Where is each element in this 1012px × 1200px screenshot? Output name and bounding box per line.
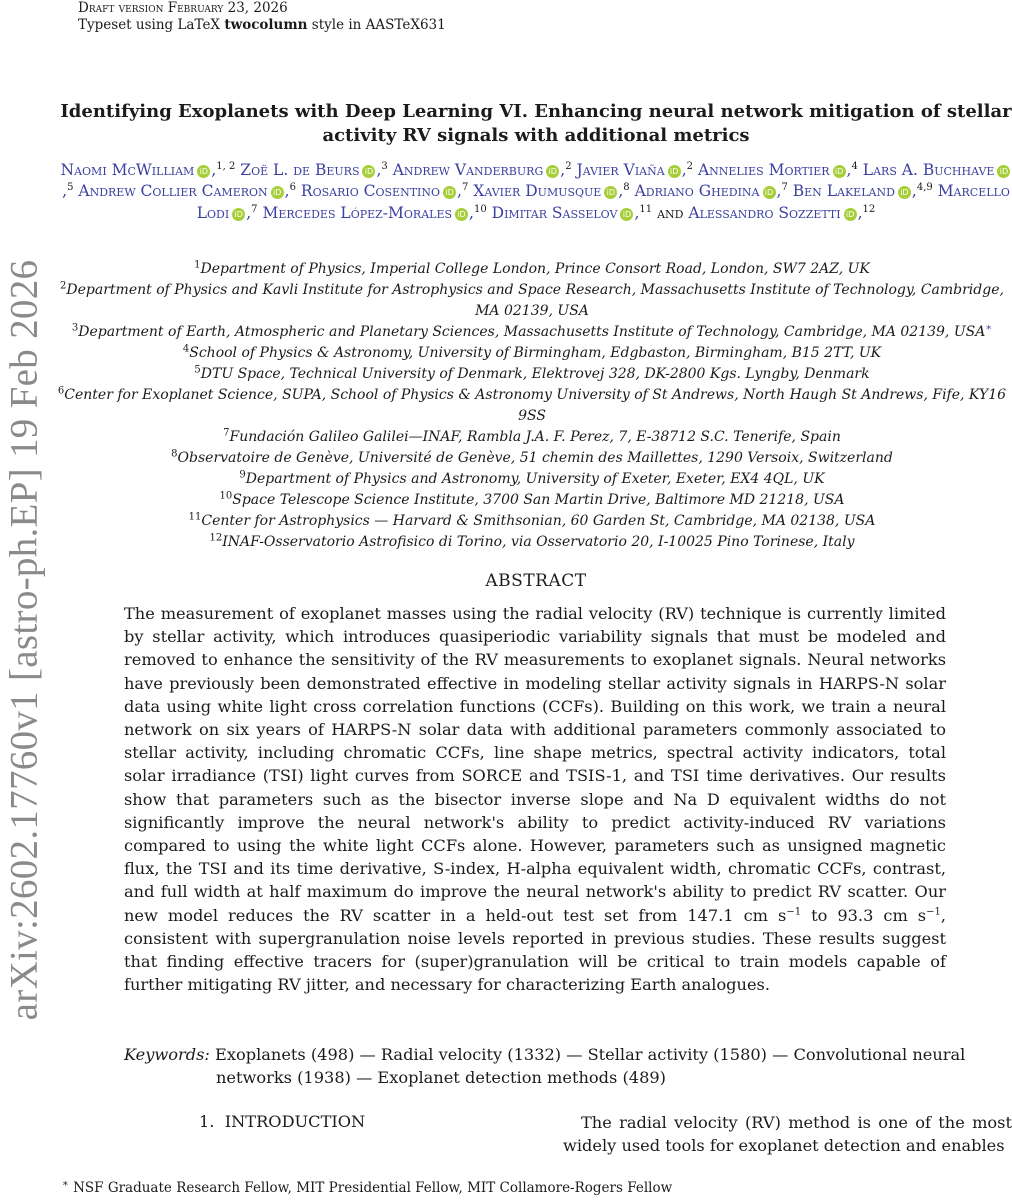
affiliation-number: 7 [223, 427, 230, 439]
author-name[interactable]: Adriano Ghedina [634, 182, 760, 201]
author[interactable]: Xavier Dumusque iD ,$^8$ [473, 182, 630, 201]
affiliation [52, 511, 1012, 532]
footnote-text: NSF Graduate Research Fellow, MIT Presidential Fellow, MIT Collamore-Rogers Fellow [73, 1180, 673, 1196]
affiliation-list [52, 259, 1012, 553]
orcid-icon[interactable]: iD [232, 208, 245, 221]
author-affiliation-number: 7 [781, 182, 788, 194]
orcid-icon[interactable]: iD [997, 165, 1010, 178]
author-name[interactable]: Zoë L. de Beurs [240, 161, 360, 179]
abstract-text-before: The measurement of exoplanet masses using the radial velocity (RV) technique is currently limited by stellar activity, which introduces quasiperiodic variability signals that must be modeled and removed to enhance the sensitivity of the RV measurements to exoplanet signals. Neural networks have previously been demonstrated effective in modeling stellar activity signals in HARPS-N solar data using white light cross correlation functions (CCFs). Building on this work, we train a neural network on six years of HARPS-N solar data with additional parameters commonly associated to stellar activity, including chromatic CCFs, line shape metrics, spectral activity indicators, total solar irradiance (TSI) light curves from SORCE and TSIS-1, and TSI time derivatives. Our results show that parameters such as the bisector inverse slope and Na D equivalent widths do not significantly improve the neural network's ability to predict activity-induced RV variations compared to using the white light CCFs alone. However, parameters such as unsigned magnetic flux, the TSI and its time derivative, S-index, H-alpha equivalent width, chromatic CCFs, contrast, and full width at half maximum do improve the neural network's ability to predict RV scatter. Our new model reduces the RV scatter in a held-out test set from [124, 604, 946, 925]
author-name[interactable]: Naomi McWilliam [60, 161, 195, 179]
author[interactable]: Lars A. Buchhave iD,$^5$ [62, 161, 1011, 200]
orcid-icon[interactable]: iD [668, 165, 681, 178]
author[interactable]: Annelies Mortier iD ,$^4$ [697, 160, 858, 179]
abstract-heading: ABSTRACT [485, 571, 587, 591]
author-name[interactable]: Ben Lakeland [792, 182, 895, 201]
author-affiliation-number: 8 [623, 182, 630, 194]
author[interactable]: Andrew Collier Cameron iD ,$^6$ [78, 182, 296, 201]
author-affiliation-number: 7 [461, 182, 469, 194]
title-line-2: activity RV signals with additional metrics [322, 125, 750, 146]
affiliation-number: 9 [239, 469, 246, 481]
affiliation-text: School of Physics & Astronomy, University of Birmingham, Edgbaston, Birmingham, B15 2TT, UK [189, 345, 882, 361]
affiliation-number: 4 [182, 343, 190, 355]
affiliation-text: Center for Astrophysics — Harvard & Smithsonian, 60 Garden St, Cambridge, MA 02138, USA [201, 513, 876, 529]
affiliation-text: Space Telescope Science Institute, 3700 San Martin Drive, Baltimore MD 21218, USA [232, 492, 845, 508]
author[interactable]: Alessandro Sozzetti iD ,$^{12}$ [688, 203, 876, 222]
affiliation-text: DTU Space, Technical University of Denmark, Elektrovej 328, DK-2800 Kgs. Lyngby, Denmark [200, 366, 870, 382]
author-affiliation-number: 12 [862, 203, 876, 215]
section-title: INTRODUCTION [224, 1112, 366, 1131]
author-name[interactable]: Alessandro Sozzetti [688, 203, 841, 222]
author-affiliation-number: 10 [473, 203, 487, 215]
orcid-icon[interactable]: iD [844, 208, 857, 221]
author[interactable]: Dimitar Sasselov iD ,$^{11}$ [491, 203, 653, 222]
abstract-unit-exp-2: −1 [926, 906, 941, 918]
orcid-icon[interactable]: iD [763, 186, 776, 199]
affiliation [52, 532, 1012, 553]
author-affiliation-number: 11 [639, 203, 653, 215]
affiliation [52, 280, 1012, 322]
section-heading-introduction [199, 1112, 365, 1131]
affiliation-text: Center for Exoplanet Science, SUPA, School of Physics & Astronomy University of St Andrews, North Haugh St Andrews, Fife, KY16 9SS [64, 387, 1007, 424]
author-affiliation-number: 7 [251, 203, 258, 215]
abstract-text-after: , consistent with supergranulation noise levels reported in previous studies. These results suggest that finding effective tracers for (super)granulation will be critical to train models capable of further mitigating RV jitter, and necessary for characterizing Earth analogues. [124, 905, 946, 995]
arxiv-identifier: arXiv:2602.17760v1 [astro-ph.EP] 19 Feb 2026 [2, 259, 46, 1021]
affiliation [52, 385, 1012, 427]
affiliation [52, 364, 1012, 385]
abstract-unit-2: cm s [883, 905, 927, 925]
author[interactable]: Ben Lakeland iD ,$^{4,9}$ [792, 182, 933, 201]
intro-paragraph: The radial velocity (RV) method is one of the most widely used tools for exoplanet detection and enables [563, 1113, 1012, 1156]
affiliation-number: 12 [209, 532, 223, 544]
abstract-unit-1: cm s [743, 905, 787, 925]
author[interactable]: Mercedes López-Morales iD ,$^{10}$ [262, 203, 487, 222]
author-affiliation-number: 6 [289, 182, 296, 194]
author-affiliation-number: 3 [381, 160, 388, 172]
affiliation-number: 10 [219, 490, 233, 502]
title-line-1: Identifying Exoplanets with Deep Learning VI. Enhancing neural network mitigation of stellar [60, 101, 1012, 122]
author-name[interactable]: Andrew Collier Cameron [78, 182, 268, 201]
affiliation-number: 6 [57, 385, 65, 397]
keywords-label: Keywords: [124, 1045, 210, 1064]
keywords-text: Exoplanets (498) — Radial velocity (1332) — Stellar activity (1580) — Convolutional neural networks (1938) — Exoplanet detection methods (489) [215, 1045, 966, 1088]
author-affiliation-number: 4 [851, 160, 858, 172]
affiliation-text: Fundación Galileo Galilei—INAF, Rambla J.A. F. Perez, 7, E-38712 S.C. Tenerife, Spain [229, 429, 841, 445]
author[interactable]: Andrew Vanderburg iD ,$^2$ [392, 160, 572, 179]
affiliation-text: INAF-Osservatorio Astrofisico di Torino, via Osservatorio 20, I-10025 Pino Torinese, Italy [222, 534, 855, 550]
draft-version: Draft version February 23, 2026 [78, 0, 288, 16]
author[interactable]: Zoë L. de Beurs iD ,$^3$ [240, 160, 388, 179]
latex-logo: LaTeX [177, 17, 221, 33]
affiliation [52, 469, 1012, 490]
author-name[interactable]: Annelies Mortier [697, 161, 830, 179]
author-name[interactable]: Mercedes López-Morales [262, 203, 453, 222]
author[interactable]: Javier Viaña iD ,$^2$ [576, 160, 694, 179]
affiliation-number: 8 [171, 448, 178, 460]
author-name[interactable]: Marcello Lodi [196, 182, 1010, 222]
abstract-body [124, 602, 946, 996]
typeset-prefix: Typeset using [78, 17, 178, 33]
typeset-suffix: style in AASTeX631 [307, 17, 446, 33]
arxiv-sidebar [0, 0, 48, 1200]
affiliation-text: Department of Physics and Astronomy, University of Exeter, Exeter, EX4 4QL, UK [245, 471, 825, 487]
paper-title [60, 100, 1012, 148]
footnote [62, 1180, 672, 1196]
author[interactable]: Adriano Ghedina iD ,$^7$ [634, 182, 788, 201]
section-number: 1. [199, 1112, 215, 1131]
orcid-icon[interactable]: iD [898, 186, 911, 199]
author-name[interactable]: Rosario Cosentino [300, 182, 441, 201]
affiliation-footnote-mark[interactable]: ∗ [985, 322, 993, 334]
footnote-mark: ∗ [62, 1178, 69, 1190]
typeset-line [78, 17, 446, 34]
affiliation-text: Observatoire de Genève, Université de Genève, 51 chemin des Maillettes, 1290 Versoix, Switzerland [177, 450, 893, 466]
author[interactable]: Marcello Lodi iD ,$^7$ [196, 182, 1010, 222]
authors-conjunction: and [657, 203, 684, 222]
keywords-block [124, 1043, 1012, 1089]
affiliation-number: 11 [188, 511, 202, 523]
affiliation [52, 322, 1012, 343]
orcid-icon[interactable]: iD [546, 165, 559, 178]
author[interactable]: Naomi McWilliam iD ,$^{1, 2}$ [60, 160, 236, 179]
affiliation [52, 343, 1012, 364]
author-affiliation-number: 4,9 [916, 182, 933, 194]
affiliation-text: Department of Physics and Kavli Institute for Astrophysics and Space Research, Massachusetts Institute of Technology, Cambridge, MA 02139, USA [66, 282, 1004, 319]
running-header [78, 0, 446, 34]
author-affiliation-number: 5 [67, 182, 74, 194]
orcid-icon[interactable]: iD [604, 186, 617, 199]
affiliation [52, 427, 1012, 448]
abstract-unit-exp-1: −1 [786, 906, 802, 918]
affiliation-number: 2 [60, 280, 67, 292]
affiliation [52, 490, 1012, 511]
author-affiliation-number: 1, 2 [216, 160, 236, 172]
orcid-icon[interactable]: iD [455, 208, 468, 221]
abstract-value-1: 147.1 [687, 905, 734, 925]
orcid-icon[interactable]: iD [271, 186, 284, 199]
orcid-icon[interactable]: iD [443, 186, 456, 199]
orcid-icon[interactable]: iD [620, 208, 633, 221]
orcid-icon[interactable]: iD [833, 165, 846, 178]
affiliation [52, 448, 1012, 469]
author-list [60, 160, 1012, 224]
affiliation-number: 5 [194, 364, 201, 376]
author-name[interactable]: Dimitar Sasselov [491, 203, 618, 222]
affiliation-number: 3 [71, 322, 79, 334]
affiliation-text: Department of Physics, Imperial College London, Prince Consort Road, London, SW7 2AZ, UK [200, 261, 870, 277]
affiliation-number: 1 [194, 259, 201, 271]
author-name[interactable]: Lars A. Buchhave [862, 161, 995, 179]
author-affiliation-number: 2 [565, 160, 572, 172]
affiliation [52, 259, 1012, 280]
author-affiliation-number: 2 [686, 160, 694, 172]
abstract-value-2: 93.3 [837, 905, 874, 925]
orcid-icon[interactable]: iD [197, 165, 210, 178]
author-name[interactable]: Javier Viaña [576, 161, 665, 179]
typeset-bold: twocolumn [224, 17, 308, 33]
author-name[interactable]: Xavier Dumusque [473, 182, 602, 201]
author[interactable]: Rosario Cosentino iD ,$^7$ [300, 182, 469, 201]
affiliation-text: Department of Earth, Atmospheric and Planetary Sciences, Massachusetts Institute of Technology, Cambridge, MA 02139, USA [78, 324, 986, 340]
orcid-icon[interactable]: iD [362, 165, 375, 178]
author-name[interactable]: Andrew Vanderburg [392, 161, 544, 179]
abstract-to: to [811, 905, 828, 925]
